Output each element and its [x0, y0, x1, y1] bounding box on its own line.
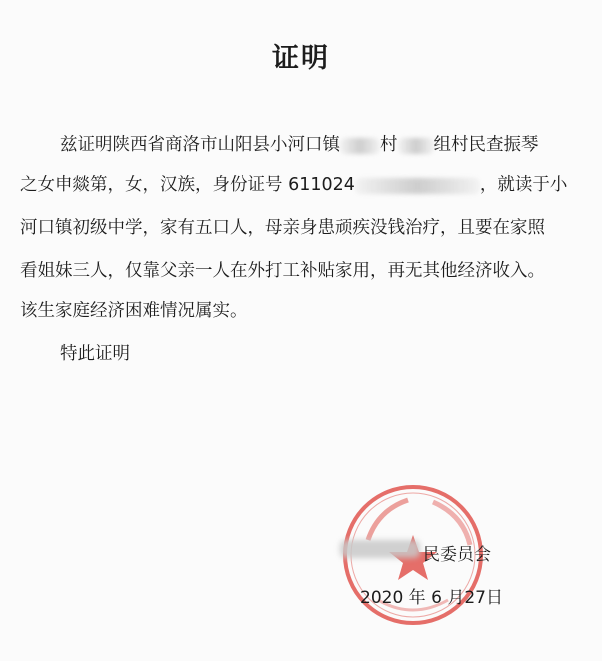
- body-line-3: 河口镇初级中学，家有五口人，母亲身患顽疾没钱治疗，且要在家照: [20, 218, 545, 238]
- closing-line: 特此证明: [60, 344, 130, 364]
- id-number: 611024: [288, 175, 355, 195]
- body-line-4: 看姐妹三人，仅靠父亲一人在外打工补贴家用，再无其他经济收入。: [20, 261, 545, 281]
- committee-name: 民委员会: [423, 545, 491, 565]
- redacted-area: [340, 138, 380, 154]
- redacted-area: [398, 138, 434, 154]
- redacted-area: [355, 178, 480, 194]
- signature-date: 2020 年 6 月27日: [360, 588, 503, 608]
- body-line-2: 之女申燚第，女，汉族，身份证号 611024 ，就读于小: [20, 175, 568, 195]
- document-title: 证明: [272, 43, 330, 74]
- redacted-area: [340, 540, 420, 558]
- body-line-1: 兹证明陕西省商洛市山阳县小河口镇 村 组村民查振琴: [60, 135, 539, 155]
- body-line-5: 该生家庭经济困难情况属实。: [20, 301, 248, 321]
